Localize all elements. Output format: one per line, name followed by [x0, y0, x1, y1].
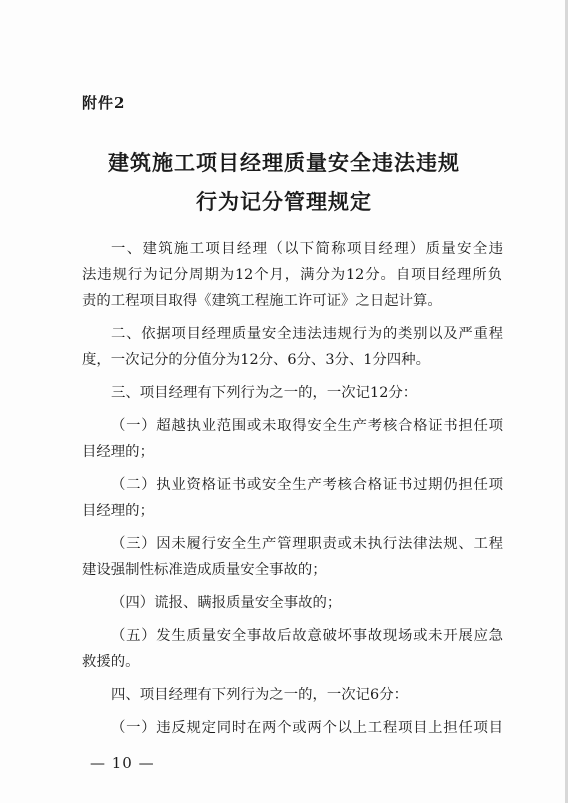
item-3-3-line-1: （三）因未履行安全生产管理职责或未执行法律法规、工程 — [111, 536, 503, 552]
paragraph-2-line-2: 度，一次记分的分值分为12分、6分、3分、1分四种。 — [82, 352, 430, 368]
item-3-2-line-2: 目经理的； — [82, 503, 154, 519]
section-3-heading: 三、项目经理有下列行为之一的，一次记12分： — [111, 385, 418, 401]
section-4-heading: 四、项目经理有下列行为之一的，一次记6分： — [111, 687, 408, 703]
attachment-label: 附件2 — [82, 94, 126, 112]
item-3-1-line-2: 目经理的； — [82, 444, 154, 460]
page-number: — 10 — — [90, 754, 155, 772]
item-3-5-line-1: （五）发生质量安全事故后故意破坏事故现场或未开展应急 — [111, 628, 503, 644]
paragraph-1-line-2: 法违规行为记分周期为12个月，满分为12分。自项目经理所负 — [82, 267, 502, 283]
item-3-5-line-2: 救援的。 — [82, 654, 140, 670]
item-3-3-line-2: 建设强制性标准造成质量安全事故的； — [82, 562, 327, 578]
item-3-4: （四）谎报、瞒报质量安全事故的； — [111, 595, 342, 611]
item-4-1-line-1: （一）违反规定同时在两个或两个以上工程项目上担任项目 — [111, 720, 503, 736]
document-title-line-1: 建筑施工项目经理质量安全违法违规 — [108, 150, 460, 175]
paragraph-2-line-1: 二、依据项目经理质量安全违法违规行为的类别以及严重程 — [111, 326, 503, 342]
paragraph-1-line-1: 一、建筑施工项目经理（以下简称项目经理）质量安全违 — [111, 241, 503, 257]
paragraph-1-line-3: 责的工程项目取得《建筑工程施工许可证》之日起计算。 — [82, 293, 442, 309]
document-title-line-2: 行为记分管理规定 — [196, 189, 372, 214]
item-3-2-line-1: （二）执业资格证书或安全生产考核合格证书过期仍担任项 — [111, 477, 503, 493]
item-3-1-line-1: （一）超越执业范围或未取得安全生产考核合格证书担任项 — [111, 418, 503, 434]
